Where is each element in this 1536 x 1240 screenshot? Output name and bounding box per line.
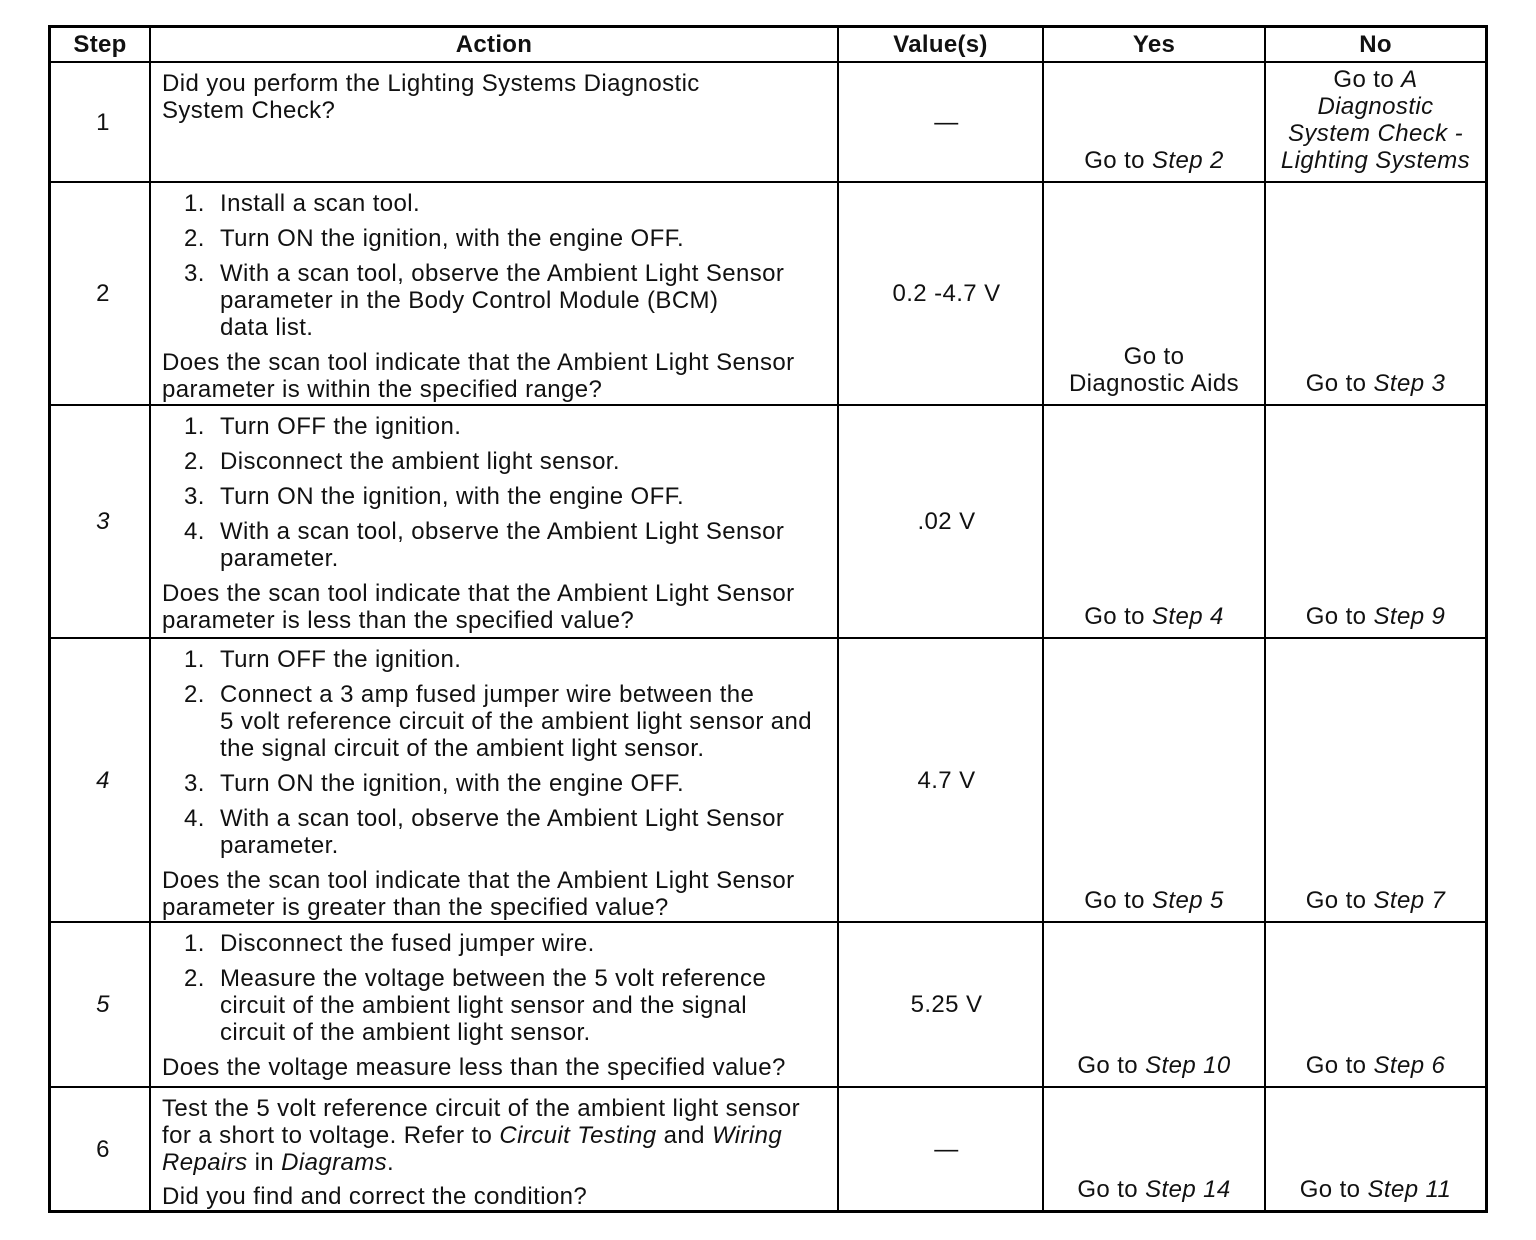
instruction-number: 1. — [184, 413, 205, 440]
goto-label: Go to — [1084, 147, 1145, 174]
instruction-text: Turn ON the ignition, with the engine OFF. — [220, 770, 685, 797]
goto-target: Step 14 — [1145, 1176, 1231, 1203]
header-step: Step — [51, 28, 149, 61]
yes-cell — [1044, 639, 1264, 921]
no-result — [1306, 887, 1446, 914]
goto-target: Step 7 — [1373, 887, 1446, 914]
goto-target: Step 9 — [1373, 603, 1446, 630]
instruction-item — [162, 518, 831, 572]
value-cell: 4.7 V — [839, 639, 1042, 921]
instruction-item — [162, 681, 831, 762]
goto-label: Go to — [1305, 887, 1367, 914]
instruction-text: Install a scan tool. — [220, 190, 421, 217]
header-no: No — [1266, 28, 1485, 61]
instruction-text: Disconnect the ambient light sensor. — [220, 448, 620, 475]
instruction-number: 3. — [184, 770, 205, 797]
yes-cell — [1044, 183, 1264, 404]
action-cell — [151, 1088, 837, 1210]
no-cell — [1266, 183, 1485, 404]
instruction-text: in — [247, 1149, 282, 1176]
instruction-number: 3. — [184, 483, 205, 510]
yes-result — [1069, 343, 1239, 397]
goto-label: Go to — [1077, 1052, 1139, 1079]
goto-label: Go to — [1333, 66, 1395, 93]
no-result — [1300, 1176, 1452, 1203]
instruction-text: Connect a 3 amp fused jumper wire between the 5 volt reference circuit of the ambient light sensor and the signal circuit of the ambient light sensor. — [220, 681, 813, 762]
instruction-item — [162, 225, 831, 252]
no-result — [1306, 370, 1446, 397]
goto-target: Step 10 — [1145, 1052, 1231, 1079]
reference-wiring-repairs: Wiring Repairs — [162, 1122, 783, 1176]
value-cell: .02 V — [839, 406, 1042, 637]
instruction-item — [162, 483, 831, 510]
instruction-item — [162, 965, 831, 1046]
goto-label: Go to — [1299, 1176, 1361, 1203]
diagnostic-table — [48, 25, 1488, 1213]
yes-cell — [1044, 923, 1264, 1086]
reference-circuit-testing: Circuit Testing — [499, 1122, 657, 1149]
goto-label: Go to — [1305, 370, 1367, 397]
instruction-item — [162, 770, 831, 797]
instruction-text: and — [656, 1122, 712, 1149]
instruction-number: 3. — [184, 260, 205, 287]
instruction-item — [162, 413, 831, 440]
action-cell — [151, 406, 837, 637]
action-cell — [151, 183, 837, 404]
instruction-text: Test the 5 volt reference circuit of the ambient light sensor for a short to voltage. Refer to — [162, 1095, 801, 1149]
instruction-number: 1. — [184, 646, 205, 673]
instruction-item — [162, 646, 831, 673]
instruction-text: Turn ON the ignition, with the engine OFF. — [220, 483, 685, 510]
action-instruction — [162, 1095, 831, 1176]
goto-label: Go to — [1084, 887, 1145, 914]
instruction-item — [162, 805, 831, 859]
header-action: Action — [151, 28, 837, 61]
instruction-text: With a scan tool, observe the Ambient Light Sensor parameter. — [220, 805, 785, 859]
goto-label: Go to — [1077, 1176, 1139, 1203]
yes-cell — [1044, 63, 1264, 181]
step-number: 5 — [51, 923, 149, 1086]
value-cell: 5.25 V — [839, 923, 1042, 1086]
instruction-text: With a scan tool, observe the Ambient Light Sensor parameter. — [220, 518, 785, 572]
step-number: 2 — [51, 183, 149, 404]
instruction-text: Turn OFF the ignition. — [220, 646, 462, 673]
instruction-number: 2. — [184, 225, 205, 252]
yes-result — [1084, 603, 1224, 630]
yes-result — [1084, 147, 1224, 174]
yes-result — [1077, 1052, 1230, 1079]
no-result — [1281, 66, 1470, 174]
header-values: Value(s) — [839, 28, 1042, 61]
yes-cell — [1044, 1088, 1264, 1210]
value-cell: — — [839, 63, 1042, 181]
instruction-item — [162, 448, 831, 475]
action-question: Does the voltage measure less than the specified value? — [162, 1054, 786, 1081]
step-number: 4 — [51, 639, 149, 921]
goto-target: Step 6 — [1373, 1052, 1446, 1079]
value-cell: 0.2 -4.7 V — [839, 183, 1042, 404]
goto-target: A Diagnostic System Check - Lighting Systems — [1280, 66, 1471, 174]
instruction-number: 2. — [184, 681, 205, 708]
no-result — [1306, 1052, 1446, 1079]
action-cell — [151, 923, 837, 1086]
reference-diagrams: Diagrams — [281, 1149, 388, 1176]
goto-target: Step 4 — [1151, 603, 1224, 630]
instruction-number: 1. — [184, 930, 205, 957]
instruction-number: 4. — [184, 518, 205, 545]
instruction-item — [162, 190, 831, 217]
action-question: Does the scan tool indicate that the Ambient Light Sensor parameter is within the specified range? — [162, 349, 795, 403]
goto-target: Step 2 — [1151, 147, 1224, 174]
goto-target: Step 3 — [1373, 370, 1446, 397]
action-question: Did you find and correct the condition? — [162, 1183, 588, 1210]
no-cell — [1266, 639, 1485, 921]
header-yes: Yes — [1044, 28, 1264, 61]
instruction-number: 4. — [184, 805, 205, 832]
instruction-number: 1. — [184, 190, 205, 217]
no-cell — [1266, 923, 1485, 1086]
instruction-text: Measure the voltage between the 5 volt reference circuit of the ambient light sensor and the signal circuit of the ambient light sensor. — [220, 965, 767, 1046]
no-cell — [1266, 1088, 1485, 1210]
instruction-text: With a scan tool, observe the Ambient Light Sensor parameter in the Body Control Module (BCM) data list. — [220, 260, 785, 341]
step-number: 1 — [51, 63, 149, 181]
action-question: Does the scan tool indicate that the Ambient Light Sensor parameter is greater than the specified value? — [162, 867, 795, 921]
yes-result — [1077, 1176, 1230, 1203]
step-number: 3 — [51, 406, 149, 637]
goto-label: Go to — [1305, 603, 1367, 630]
no-cell — [1266, 406, 1485, 637]
instruction-text: Turn ON the ignition, with the engine OFF. — [220, 225, 685, 252]
instruction-text: Turn OFF the ignition. — [220, 413, 462, 440]
goto-target: Step 11 — [1367, 1176, 1452, 1203]
instruction-item — [162, 930, 831, 957]
action-question: Did you perform the Lighting Systems Diagnostic System Check? — [162, 70, 700, 124]
goto-label: Go to — [1084, 603, 1145, 630]
instruction-text: Disconnect the fused jumper wire. — [220, 930, 595, 957]
goto-label: Go to — [1305, 1052, 1367, 1079]
action-cell — [151, 63, 837, 181]
step-number: 6 — [51, 1088, 149, 1210]
yes-result — [1084, 887, 1224, 914]
goto-target: Step 5 — [1151, 887, 1224, 914]
instruction-number: 2. — [184, 448, 205, 475]
instruction-text: . — [387, 1149, 395, 1176]
no-cell — [1266, 63, 1485, 181]
action-cell — [151, 639, 837, 921]
goto-text: Go to Diagnostic Aids — [1068, 343, 1240, 397]
value-cell: — — [839, 1088, 1042, 1210]
instruction-number: 2. — [184, 965, 205, 992]
no-result — [1306, 603, 1446, 630]
action-question: Does the scan tool indicate that the Ambient Light Sensor parameter is less than the specified value? — [162, 580, 795, 634]
yes-cell — [1044, 406, 1264, 637]
instruction-item — [162, 260, 831, 341]
